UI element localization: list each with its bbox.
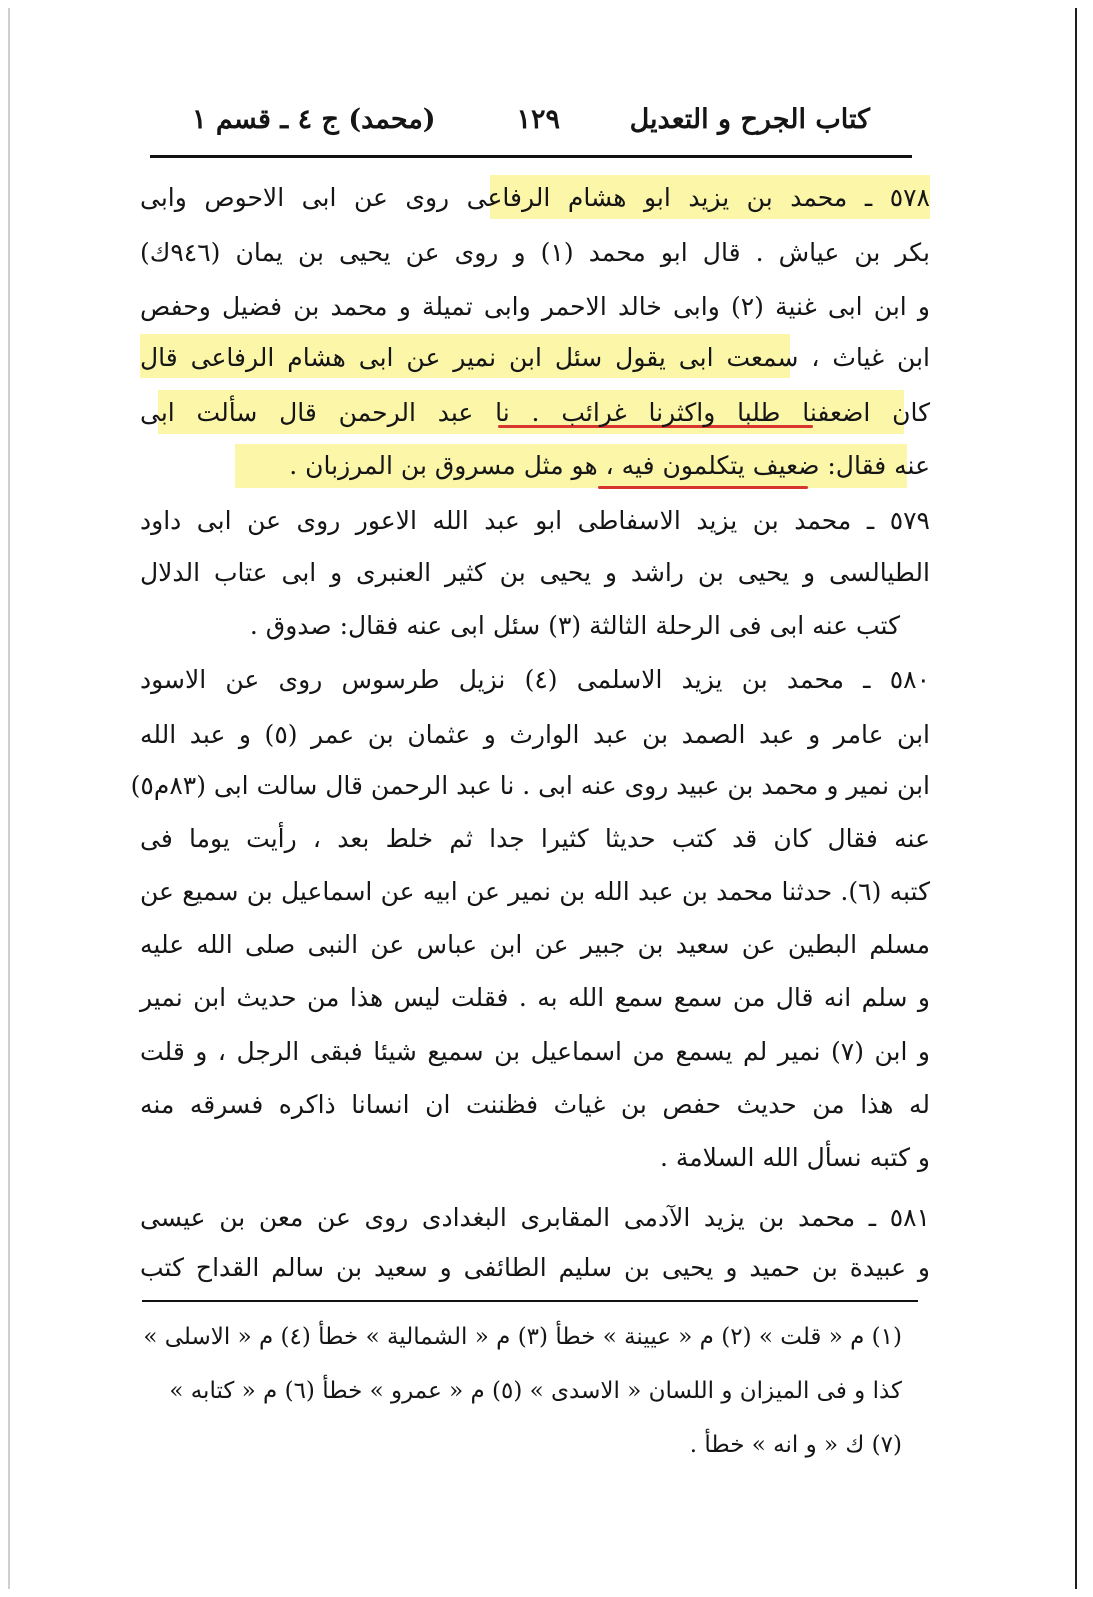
- text-line: ٥٧٨ ـ محمد بن يزيد ابو هشام الرفاعى روى عن ابى الاحوص وابى: [140, 183, 930, 212]
- text-line: كان اضعفنا طلبا واكثرنا غرائب . نا عبد الرحمن قال سألت ابى: [140, 398, 930, 427]
- text-line: و سلم انه قال من سمع سمع الله به . فقلت ليس هذا من حديث ابن نمير: [140, 983, 930, 1012]
- text-line: ٥٨٠ ـ محمد بن يزيد الاسلمى (٤) نزيل طرسوس روى عن الاسود: [140, 665, 931, 694]
- page-number: ١٢٩: [516, 104, 560, 135]
- text-line: له هذا من حديث حفص بن غياث فظننت ان انسانا ذاكره فسرقه منه: [140, 1090, 930, 1119]
- footnote-line: كذا و فى الميزان و اللسان « الاسدى » (٥) م « عمرو » خطأ (٦) م « كتابه »: [169, 1378, 902, 1404]
- text-line: ٥٧٩ ـ محمد بن يزيد الاسفاطى ابو عبد الله الاعور روى عن ابى داود: [140, 506, 930, 535]
- book-title: كتاب الجرح و التعديل: [629, 104, 870, 135]
- footnote-line: (٧) ك « و انه » خطأ .: [689, 1432, 902, 1458]
- page-header: [150, 100, 912, 148]
- footnote-rule: [142, 1300, 918, 1302]
- text-line: ابن غياث ، سمعت ابى يقول سئل ابن نمير عن ابى هشام الرفاعى قال: [140, 343, 930, 372]
- text-line: كتبه (٦). حدثنا محمد بن عبد الله بن نمير عن ابيه عن اسماعيل بن سميع عن: [140, 877, 930, 906]
- text-line: و ابن (٧) نمير لم يسمع من اسماعيل بن سميع شيئا فبقى الرجل ، و قلت: [140, 1037, 930, 1066]
- text-line: ابن عامر و عبد الصمد بن عبد الوارث و عثمان بن عمر (٥) و عبد الله: [140, 720, 930, 749]
- text-line: عنه فقال: ضعيف يتكلمون فيه ، هو مثل مسروق بن المرزبان .: [289, 451, 930, 480]
- header-rule: [150, 155, 912, 158]
- text-line: و ابن ابى غنية (٢) وابى خالد الاحمر وابى تميلة و محمد بن فضيل وحفص: [140, 292, 930, 321]
- text-line: عنه فقال كان قد كتب حديثا كثيرا جدا ثم خلط بعد ، رأيت يوما فى: [140, 824, 930, 853]
- text-line: و عبيدة بن حميد و يحيى بن سليم الطائفى و سعيد بن سالم القداح كتب: [140, 1253, 930, 1282]
- footnote-line: (١) م « قلت » (٢) م « عيينة » خطأ (٣) م « الشمالية » خطأ (٤) م « الاسلى »: [143, 1324, 902, 1350]
- text-line: و كتبه نسأل الله السلامة .: [659, 1143, 930, 1172]
- volume-info: (محمد) ج ٤ ـ قسم ١: [192, 104, 436, 135]
- text-line: ابن نمير و محمد بن عبيد روى عنه ابى . نا عبد الرحمن قال سالت ابى (٨٣م٥): [130, 771, 930, 800]
- text-line: الطيالسى و يحيى بن راشد و يحيى بن كثير العنبرى و ابى عتاب الدلال: [140, 558, 930, 587]
- text-line: مسلم البطين عن سعيد بن جبير عن ابن عباس عن النبى صلى الله عليه: [140, 930, 930, 959]
- text-line: كتب عنه ابى فى الرحلة الثالثة (٣) سئل ابى عنه فقال: صدوق .: [249, 611, 900, 640]
- text-line: ٥٨١ ـ محمد بن يزيد الآدمى المقابرى البغدادى روى عن معن بن عيسى: [140, 1203, 930, 1232]
- text-line: بكر بن عياش . قال ابو محمد (١) و روى عن يحيى بن يمان (٩٤٦ك): [140, 238, 930, 267]
